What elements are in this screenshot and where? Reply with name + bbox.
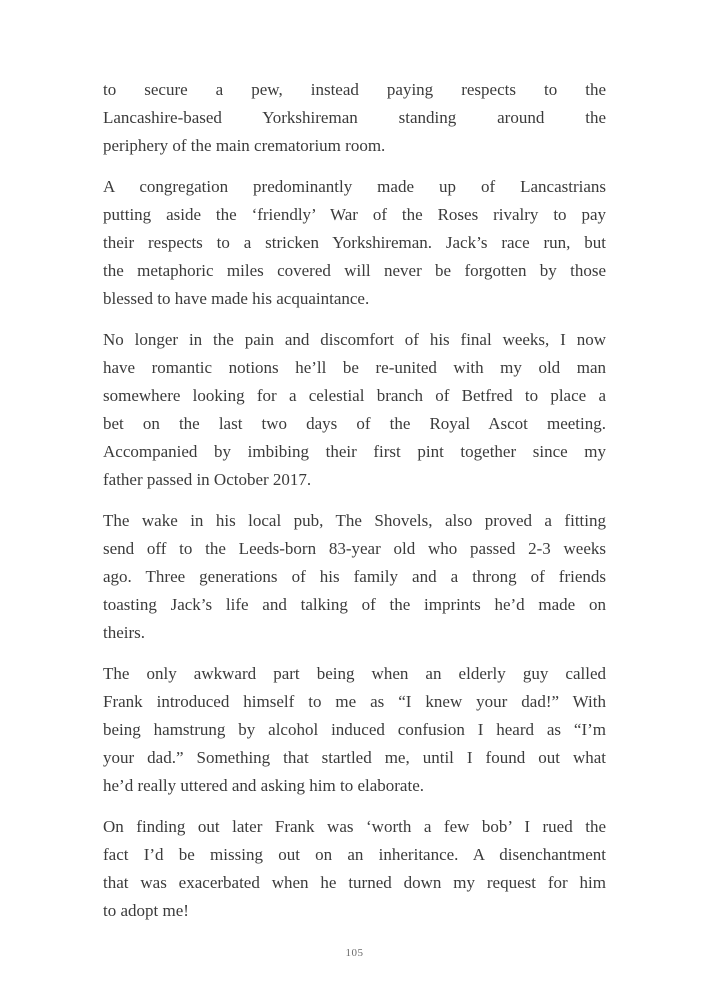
text-line: their respects to a stricken Yorkshireman. Jack’s race run, but: [103, 233, 606, 252]
text-line: have romantic notions he’ll be re-united with my old man: [103, 358, 606, 377]
paragraph: [103, 76, 606, 160]
paragraph: [103, 507, 606, 647]
paragraph: [103, 326, 606, 494]
text-line: he’d really uttered and asking him to elaborate.: [103, 776, 424, 795]
text-line: Lancashire-based Yorkshireman standing around the: [103, 108, 606, 127]
paragraph: [103, 660, 606, 800]
text-line: fact I’d be missing out on an inheritance. A disenchantment: [103, 845, 606, 864]
text-line: send off to the Leeds-born 83-year old who passed 2-3 weeks: [103, 539, 606, 558]
text-line: Accompanied by imbibing their first pint together since my: [103, 442, 606, 461]
text-line: the metaphoric miles covered will never be forgotten by those: [103, 261, 606, 280]
text-line: somewhere looking for a celestial branch of Betfred to place a: [103, 386, 606, 405]
text-line: bet on the last two days of the Royal Ascot meeting.: [103, 414, 606, 433]
page-number: 105: [345, 947, 364, 959]
text-line: your dad.” Something that startled me, until I found out what: [103, 748, 606, 767]
text-line: blessed to have made his acquaintance.: [103, 289, 370, 308]
text-line: theirs.: [103, 623, 146, 642]
text-line: father passed in October 2017.: [103, 470, 312, 489]
text-line: to adopt me!: [103, 901, 189, 920]
text-line: putting aside the ‘friendly’ War of the Roses rivalry to pay: [103, 205, 606, 224]
text-line: No longer in the pain and discomfort of his final weeks, I now: [103, 330, 606, 349]
text-line: ago. Three generations of his family and a throng of friends: [103, 567, 606, 586]
text-line: The wake in his local pub, The Shovels, also proved a fitting: [103, 511, 606, 530]
paragraph: [103, 813, 606, 925]
text-line: being hamstrung by alcohol induced confusion I heard as “I’m: [103, 720, 606, 739]
text-line: to secure a pew, instead paying respects to the: [103, 80, 606, 99]
text-line: toasting Jack’s life and talking of the imprints he’d made on: [103, 595, 606, 614]
text-line: Frank introduced himself to me as “I knew your dad!” With: [103, 692, 606, 711]
paragraph: [103, 173, 606, 313]
text-line: On finding out later Frank was ‘worth a few bob’ I rued the: [103, 817, 606, 836]
text-line: periphery of the main crematorium room.: [103, 136, 386, 155]
text-line: that was exacerbated when he turned down my request for him: [103, 873, 606, 892]
page-content: [103, 76, 606, 938]
text-line: The only awkward part being when an elderly guy called: [103, 664, 606, 683]
text-line: A congregation predominantly made up of Lancastrians: [103, 177, 606, 196]
